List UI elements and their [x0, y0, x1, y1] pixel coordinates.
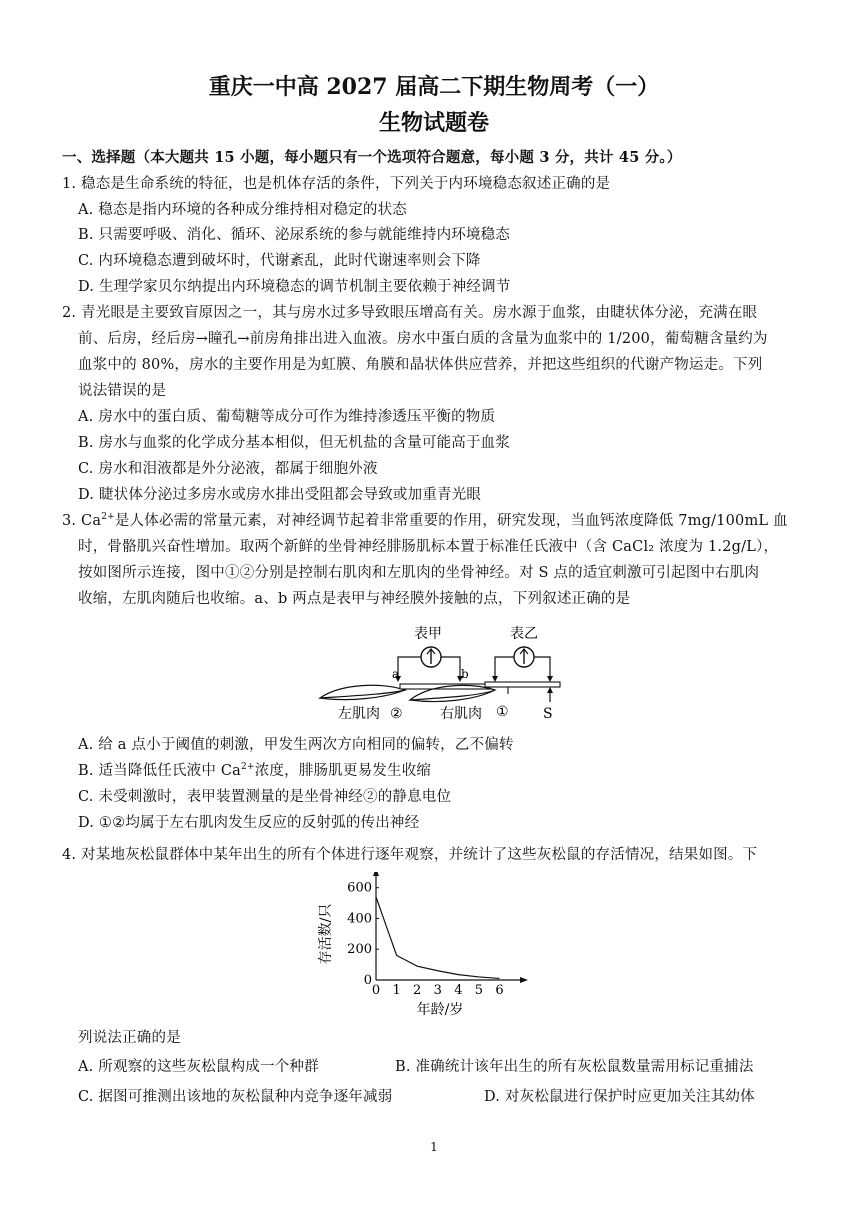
nerve-muscle-diagram: [310, 616, 570, 726]
q4-option-b: B. 准确统计该年出生的所有灰松鼠数量需用标记重捕法: [395, 1059, 754, 1075]
q4-option-a: A. 所观察的这些灰松鼠构成一个种群: [78, 1059, 319, 1075]
x-tick-label: 2: [413, 983, 422, 998]
section-header: 一、选择题（本大题共 15 小题，每小题只有一个选项符合题意，每小题 3 分，共计 45 分。）: [62, 149, 682, 166]
q2-stem-line2: 前、后房，经后房→瞳孔→前房角排出进入血液。房水中蛋白质的含量为血浆中的 1/200，葡萄糖含量约为: [78, 331, 768, 347]
point-a-label: a: [392, 667, 400, 681]
x-axis-title: 年龄/岁: [416, 1002, 464, 1018]
q2-option-d: D. 睫状体分泌过多房水或房水排出受阻都会导致或加重青光眼: [78, 487, 482, 503]
q2-option-c: C. 房水和泪液都是外分泌液，都属于细胞外液: [78, 461, 378, 477]
point-b-label: b: [461, 667, 469, 681]
q1-option-d: D. 生理学家贝尔纳提出内环境稳态的调节机制主要依赖于神经调节: [78, 279, 511, 295]
meter-yi-label: 表乙: [510, 626, 538, 642]
exam-title: 重庆一中高 2027 届高二下期生物周考（一）: [208, 74, 660, 100]
paper-subtitle: 生物试题卷: [378, 110, 489, 136]
q3-option-a: A. 给 a 点小于阈值的刺激，甲发生两次方向相同的偏转，乙不偏转: [78, 737, 514, 753]
q4-stem-line2: 列说法正确的是: [78, 1030, 181, 1046]
x-axis-arrow-icon: [520, 977, 528, 983]
q1-option-c: C. 内环境稳态遭到破坏时，代谢紊乱，此时代谢速率则会下降: [78, 253, 481, 269]
right-muscle-label: 右肌肉: [440, 706, 482, 722]
q3-stem-line2: 时，骨骼肌兴奋性增加。取两个新鲜的坐骨神经腓肠肌标本置于标准任氏液中（含 CaCl₂ 浓度为 1.2g/L），: [78, 539, 779, 555]
q2-stem-line3: 血浆中的 80%，房水的主要作用是为虹膜、角膜和晶状体供应营养，并把这些组织的代谢产物运走。下列: [78, 357, 763, 373]
y-tick-label: 600: [347, 880, 372, 896]
q2-option-a: A. 房水中的蛋白质、葡萄糖等成分可作为维持渗透压平衡的物质: [78, 409, 496, 425]
y-tick-label: 400: [347, 911, 372, 927]
nerve-2-label: ②: [390, 706, 403, 722]
y-axis-arrow-icon: [373, 872, 379, 876]
x-tick-label: 1: [392, 983, 401, 998]
q3-option-d: D. ①②均属于左右肌肉发生反应的反射弧的传出神经: [78, 815, 420, 831]
q3-option-b: B. 适当降低任氏液中 $Ca^{2+}$浓度，腓肠肌更易发生收缩: [78, 762, 432, 779]
q3-stem-line1: 3. $Ca^{2+}$是人体必需的常量元素，对神经调节起着非常重要的作用，研究发现，当血钙浓度降低 7mg/100mL 血: [62, 512, 788, 529]
y-axis-title: 存活数/只: [318, 903, 334, 965]
q1-option-a: A. 稳态是指内环境的各种成分维持相对稳定的状态: [78, 202, 407, 218]
x-tick-label: 3: [433, 983, 442, 998]
survival-series-line: [376, 897, 500, 979]
x-tick-label: 4: [454, 983, 463, 998]
meter-jia-label: 表甲: [414, 626, 442, 642]
page-number: 1: [430, 1140, 438, 1154]
q4-option-d: D. 对灰松鼠进行保护时应更加关注其幼体: [484, 1089, 755, 1105]
left-muscle-shape: [320, 685, 405, 698]
nerve-1: [485, 682, 560, 687]
q4-stem-line1: 4. 对某地灰松鼠群体中某年出生的所有个体进行逐年观察，并统计了这些灰松鼠的存活情况，结果如图。下: [62, 847, 758, 863]
q3-stem-line4: 收缩，左肌肉随后也收缩。a、b 两点是表甲与神经膜外接触的点，下列叙述正确的是: [78, 591, 631, 607]
q1-option-b: B. 只需要呼吸、消化、循环、泌尿系统的参与就能维持内环境稳态: [78, 227, 511, 243]
q3-stem-line3: 按如图所示连接，图中①②分别是控制右肌肉和左肌肉的坐骨神经。对 S 点的适宜刺激可引起图中右肌肉: [78, 565, 760, 581]
nerve-1-label: ①: [496, 704, 509, 720]
y-tick-label: 0: [363, 973, 372, 988]
x-tick-label: 0: [371, 983, 381, 998]
y-tick-label: 200: [347, 942, 372, 958]
q2-stem-line1: 2. 青光眼是主要致盲原因之一，其与房水过多导致眼压增高有关。房水源于血浆，由睫状体分泌，充满在眼: [62, 305, 758, 321]
x-tick-label: 5: [474, 983, 484, 998]
q2-option-b: B. 房水与血浆的化学成分基本相似，但无机盐的含量可能高于血浆: [78, 435, 511, 451]
q3-option-c: C. 未受刺激时，表甲装置测量的是坐骨神经②的静息电位: [78, 789, 452, 805]
q4-option-c: C. 据图可推测出该地的灰松鼠种内竞争逐年减弱: [78, 1089, 393, 1105]
left-muscle-label: 左肌肉: [338, 706, 380, 722]
survival-chart: [310, 872, 540, 1020]
point-s-label: S: [543, 706, 553, 722]
q1-stem: 1. 稳态是生命系统的特征，也是机体存活的条件，下列关于内环境稳态叙述正确的是: [62, 176, 611, 192]
q2-stem-line4: 说法错误的是: [78, 383, 167, 399]
x-tick-label: 6: [495, 983, 504, 998]
